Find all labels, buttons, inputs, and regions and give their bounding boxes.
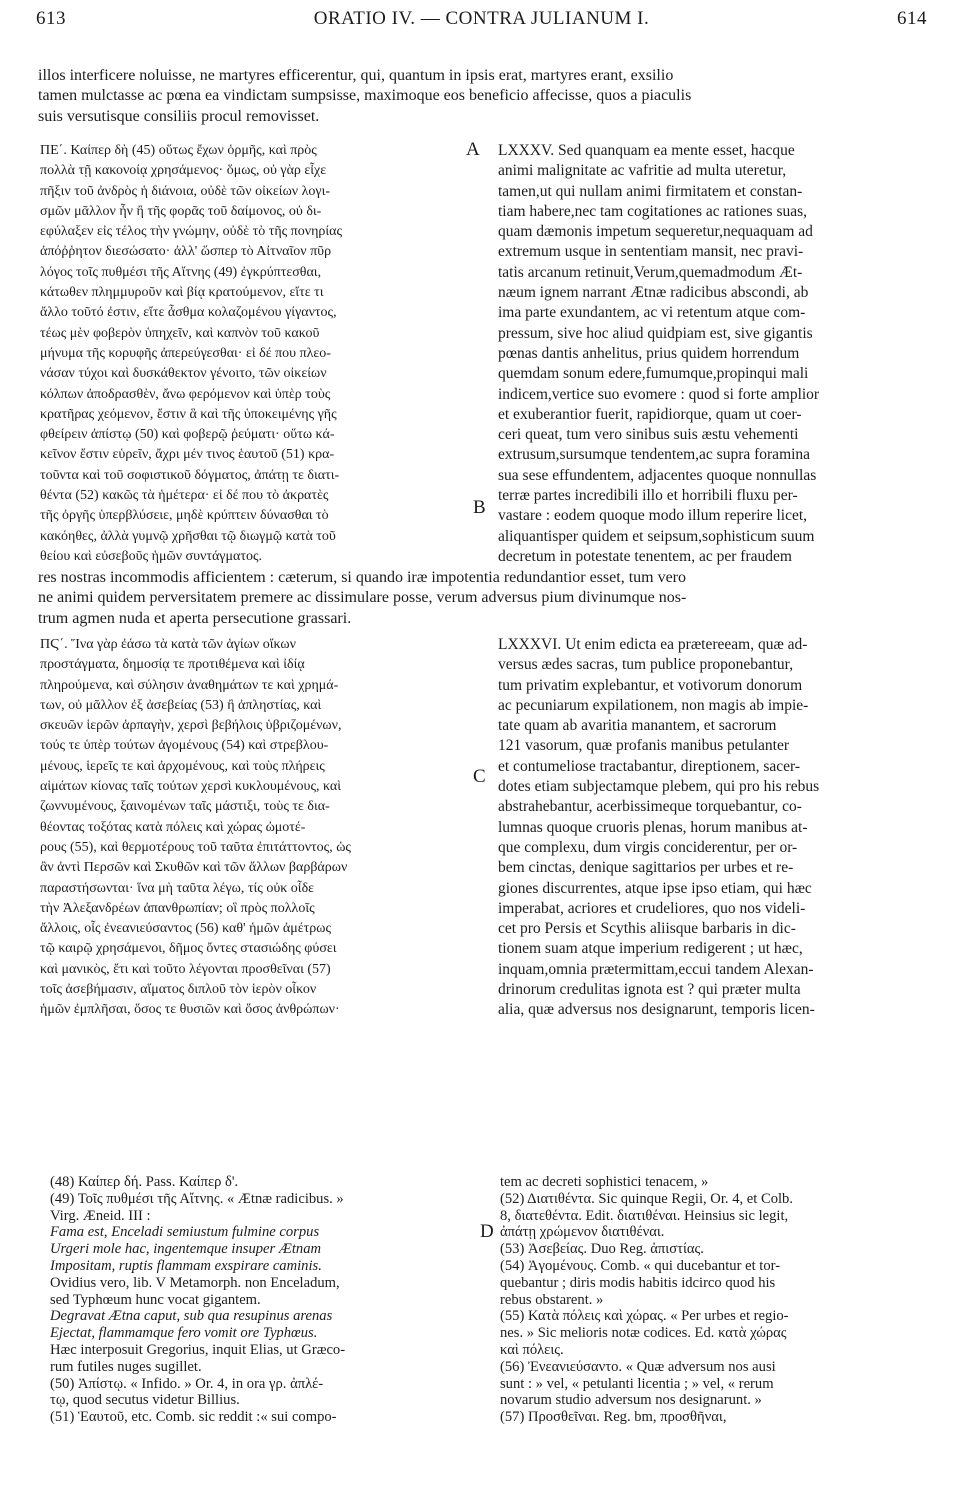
- latin-line: bem cinctas, denique sagittarios per urbes et re-: [498, 859, 794, 877]
- latin-line: dotes etiam subjectamque plebem, qui pro his rebus: [498, 778, 820, 796]
- latin-line: tum privatim explebantur, et votivorum donorum: [498, 676, 803, 694]
- footnotes-right: [500, 1174, 930, 1426]
- latin-line: sua sese effundentem, adjacentes quoque nonnullas: [498, 466, 817, 484]
- footnote-line: τῳ, quod secutus videtur Billius.: [50, 1392, 240, 1409]
- margin-marker-c: C: [473, 766, 486, 787]
- footnote-line: nes. » Sic melioris notæ codices. Ed. κατὰ χώρας: [500, 1325, 787, 1342]
- footnote-line: (50) Ἀπίστῳ. « Infido. » Or. 4, in ora γρ. ἀπλέ-: [50, 1375, 324, 1392]
- greek-line: τέως μὲν φοβερὸν ὑπηχεῖν, καὶ καπνὸν τοῦ κακοῦ: [40, 325, 320, 341]
- latin-line: decretum in potestate tenentem, ac per fraudem: [498, 547, 792, 565]
- greek-line: τοῦντα καὶ τοῦ σοφιστικοῦ δόγματος, ἀπάτῃ τε διατι-: [40, 467, 340, 483]
- latin-line: tatis arcanum retinuit,Verum,quemadmodum Æt-: [498, 263, 803, 281]
- latin-line: quam dæmonis impetum sequeretur,nequaquam ad: [498, 223, 813, 241]
- greek-line: πῆξιν τοῦ ἀνδρὸς ἡ διάνοια, οὐδὲ τῶν οἰκείων λογι-: [40, 183, 331, 199]
- greek-line: τοῖς ἀσεβήμασιν, αἵματος διπλοῦ τὸν ἱερὸν οἶκον: [40, 982, 317, 998]
- greek-line: σκευῶν ἱερῶν ἁρπαγὴν, χερσὶ βεβήλοις ὑβριζομένων,: [40, 718, 342, 734]
- greek-line: πληρούμενα, καὶ σύλησιν ἀναθημάτων τε καὶ χρημά-: [40, 677, 339, 693]
- latin-line: et contumeliose tractabantur, direptionem, sacer-: [498, 757, 801, 775]
- latin-line: næum ignem narrant Ætnæ radicibus abscondi, ab: [498, 284, 809, 302]
- latin-line: extrusum,sursumque tendentem,ac supra foramina: [498, 446, 811, 464]
- footnote-verse: Fama est, Enceladi semiustum fulmine corpus: [50, 1224, 320, 1241]
- page-number-left: 613: [36, 8, 66, 29]
- footnote-line: (56) Ἐνεανιεύσαντο. « Quæ adversum nos ausi: [500, 1358, 776, 1375]
- latin-line: ac pecuniarum expilationem, non magis ab impie-: [498, 696, 809, 714]
- footnote-line: 8, διατεθέντα. Edit. διατιθέναι. Heinsius sic legit,: [500, 1207, 789, 1224]
- footnote-line: Virg. Æneid. III :: [50, 1207, 151, 1224]
- latin-line: que complexu, dum virgis conciderentur, per or-: [498, 838, 798, 856]
- greek-line: ἄλλο τοῦτό ἐστιν, εἴτε ἆσθμα κολαζομένου γίγαντος,: [40, 305, 337, 321]
- footnote-line: (54) Ἀγομένους. Comb. « qui ducebantur et tor-: [500, 1257, 781, 1274]
- footnote-line: sed Typhœum hunc vocat gigantem.: [50, 1291, 261, 1308]
- latin-line: extremum usque in sententiam mansit, nec pravi-: [498, 243, 804, 261]
- latin-line: alia, quæ adversus nos designarunt, temporis licen-: [498, 1001, 815, 1019]
- footnote-verse: Degravat Ætna caput, sub qua resupinus arenas: [50, 1308, 333, 1325]
- latin-line: animi malignitate ac vafritie ad multa uteretur,: [498, 162, 787, 180]
- margin-marker-b: B: [473, 497, 486, 518]
- greek-line: θείου καὶ εὐσεβοῦς ἡμῶν συντάγματος.: [40, 548, 262, 564]
- greek-line: ἄλλοις, οἷς ἐνεανιεύσαντος (56) καθ' ἡμῶν ἀμέτρως: [40, 921, 332, 937]
- greek-line: των, οὐ μᾶλλον ἐξ ἀσεβείας (53) ἢ ἀπληστίας, καὶ: [40, 697, 322, 713]
- latin-line: ima parte exundantem, ac vi retentum atque com-: [498, 304, 806, 322]
- greek-line: ΠϚ΄. Ἵνα γὰρ ἐάσω τὰ κατὰ τῶν ἁγίων οἴκων: [40, 637, 296, 652]
- margin-marker-d: D: [480, 1221, 494, 1242]
- greek-line: κακόηθες, ἀλλὰ γυμνῷ χρῆσθαι τῷ διωγμῷ κατὰ τοῦ: [40, 528, 336, 544]
- greek-line: κρατῆρας χεόμενον, ἔστιν ἃ καὶ τῆς ὑποκειμένης γῆς: [40, 406, 337, 422]
- footnote-line: (53) Ἀσεβείας. Duo Reg. ἀπιστίας.: [500, 1241, 704, 1258]
- greek-line: ἀπόῤῥητον διεσώσατο· ἀλλ' ὥσπερ τὸ Αἰτναῖον πῦρ: [40, 244, 332, 260]
- greek-line: νάσαν τύχοι καὶ δυσκάθεκτον γένοιτο, τῶν οἰκείων: [40, 366, 327, 382]
- greek-line: φθείρειν ἀπίστῳ (50) καὶ φοβερῷ ῥεύματι· οὕτω κά-: [40, 427, 335, 443]
- greek-line: πολλὰ τῇ κακονοίᾳ χρησάμενος· ὅμως, οὐ γὰρ εἶχε: [40, 163, 327, 179]
- latin-line: versus ædes sacras, tum publice proponebantur,: [498, 656, 794, 674]
- footnote-line: (48) Καίπερ δή. Pass. Καίπερ δ'.: [50, 1174, 239, 1190]
- latin-line: 121 vasorum, quæ profanis manibus petulanter: [498, 737, 790, 755]
- greek-line: ρους (55), καὶ θερμοτέρους τοῦ ταῦτα ἐπιτάττοντος, ὡς: [40, 839, 351, 855]
- middle-line: trum agmen nuda et aperta persecutione grassari.: [38, 609, 352, 627]
- greek-line: τῆς ὀργῆς ὑπερβλύσειε, μηδὲ κρύπτειν δύνασθαι τὸ: [40, 508, 329, 524]
- footnote-line: (55) Κατὰ πόλεις καὶ χώρας. « Per urbes et regio-: [500, 1308, 789, 1325]
- latin-line: aliquantisper quidem et seipsum,sophisticum suum: [498, 527, 815, 545]
- latin-line: drinorum credulitas ignota est ? qui præter multa: [498, 981, 801, 999]
- latin-line: indicem,vertice suo evomere : quod si forte amplior: [498, 385, 820, 403]
- margin-marker-a: A: [466, 139, 480, 160]
- greek-line: λόγος τοῖς πυθμέσι τῆς Αἴτνης (49) ἐγκρύπτεσθαι,: [40, 264, 322, 280]
- latin-line: giones discurrentes, atque ipse ipso etiam, qui hæc: [498, 879, 812, 897]
- latin-line: quemdam sonum edere,fumumque,propinqui mali: [498, 365, 809, 383]
- greek-line: καὶ μανικὸς, ἔτι καὶ τοῦτο λέγονται προσθεῖναι (57): [40, 961, 331, 977]
- greek-line: σμῶν μᾶλλον ἦν ἢ τῆς φορᾶς τοῦ δαίμονος, οὐ δι-: [40, 203, 322, 219]
- latin-line: inquam,omnia prætermittam,eccui tandem Alexan-: [498, 960, 814, 978]
- greek-line: αἱμάτων κίονας ταῖς τούτων χερσὶ κυκλουμένους, καὶ: [40, 779, 342, 795]
- latin-column-section-1: [498, 141, 926, 567]
- greek-column-section-1: [40, 141, 480, 567]
- greek-line: μένους, ἱερεῖς τε καὶ ἀρχομένους, καὶ τοὺς πλήρεις: [40, 758, 325, 774]
- latin-line: lumnas quoque cruoris plenas, horum manibus at-: [498, 818, 808, 836]
- latin-line: vastare : eodem quoque modo illum reperire licet,: [498, 507, 808, 525]
- intro-paragraph: [38, 66, 926, 127]
- latin-line: et exuberantior fuerit, rapidiorque, quam ut coer-: [498, 405, 802, 423]
- footnote-line: Ovidius vero, lib. V Metamorph. non Enceladum,: [50, 1274, 340, 1291]
- footnote-line: novarum studio adversum nos designarunt. »: [500, 1392, 762, 1409]
- latin-line: LXXXVI. Ut enim edicta ea prætereeam, quæ ad-: [498, 636, 808, 653]
- latin-line: terræ partes incredibili illo et horribili fluxu per-: [498, 487, 798, 505]
- greek-line: ΠΕ΄. Καίπερ δὴ (45) οὕτως ἔχων ὁρμῆς, καὶ πρὸς: [40, 143, 317, 158]
- greek-line: κεῖνον ἔστιν εὑρεῖν, ἄχρι μέν τινος ἑαυτοῦ (51) κρα-: [40, 447, 335, 463]
- footnote-verse: Ejectat, flammamque fero vomit ore Typhœus.: [50, 1325, 318, 1342]
- footnote-line: (51) Ἑαυτοῦ, etc. Comb. sic reddit :« sui compo-: [50, 1409, 337, 1426]
- latin-line: tionem suam atque imperium redigerent ; ut hæc,: [498, 940, 803, 958]
- footnote-line: quebantur ; diris modis habitis idcirco quod his: [500, 1274, 776, 1291]
- latin-line: LXXXV. Sed quanquam ea mente esset, hacque: [498, 142, 795, 159]
- greek-line: ἂν ἀντὶ Περσῶν καὶ Σκυθῶν καὶ τῶν ἄλλων βαρβάρων: [40, 860, 348, 876]
- greek-line: θέντα (52) κακῶς τὰ ἡμέτερα· εἰ δέ που τὸ ἀκρατὲς: [40, 488, 329, 504]
- latin-line: tamen,ut qui nullam animi firmitatem et constan-: [498, 182, 803, 200]
- latin-line: cet pro Persis et Scythis aliisque barbaris in dic-: [498, 920, 796, 938]
- intro-line: tamen mulctasse ac pœna ea vindictam sumpsisse, maximoque eos beneficio affecisse, quos a piaculis: [38, 87, 692, 105]
- footnote-line: Hæc interposuit Gregorius, inquit Elias, ut Græco-: [50, 1341, 346, 1358]
- greek-line: τῷ καιρῷ χρησάμενοι, δῆμος ὄντες στασιώδης φύσει: [40, 941, 337, 957]
- footnote-line: ἀπάτῃ χρώμενον διατιθέναι.: [500, 1224, 665, 1241]
- latin-line: imperabat, acriores et crudeliores, quo nos videli-: [498, 899, 806, 917]
- running-header: [36, 8, 927, 34]
- greek-line: κάτωθεν πλημμυροῦν καὶ βίᾳ κρατούμενον, εἴτε τι: [40, 285, 324, 301]
- latin-line: pœnas dantis anhelitus, prius quidem horrendum: [498, 344, 800, 362]
- middle-line: res nostras incommodis afficientem : cæterum, si quando iræ impotentia redundantior esset, tum vero: [38, 569, 687, 586]
- intro-line: illos interficere noluisse, ne martyres efficerentur, qui, quantum in ipsis erat, martyres erant, exsilio: [38, 67, 674, 84]
- footnote-verse: Urgeri mole hac, ingentemque insuper Ætnam: [50, 1241, 322, 1258]
- latin-line: tiam habere,nec tam cogitationes ac rationes suas,: [498, 202, 808, 220]
- greek-line: ζωννυμένους, ξαινομένων ταῖς μάστιξι, τοὺς τε δια-: [40, 799, 330, 815]
- greek-line: εφύλαξεν εἰς τέλος τὴν γνώμην, οὐδὲ τὸ τῆς πονηρίας: [40, 224, 343, 240]
- footnote-line: rebus obstarent. »: [500, 1291, 604, 1308]
- greek-line: προστάγματα, δημοσίᾳ τε προτιθέμενα καὶ ἰδίᾳ: [40, 657, 305, 673]
- middle-paragraph: [38, 568, 926, 629]
- greek-line: κόλπων ἀποδρασθὲν, ἄνω φερόμενον καὶ ὑπὲρ τοὺς: [40, 386, 331, 402]
- running-title: ORATIO IV. — CONTRA JULIANUM I.: [313, 8, 650, 29]
- footnote-line: tem ac decreti sophistici tenacem, »: [500, 1174, 709, 1190]
- footnote-line: (57) Προσθεῖναι. Reg. bm, προσθῆναι,: [500, 1409, 727, 1426]
- greek-line: παραστήσωνται· ἵνα μὴ ταῦτα λέγω, τίς οὐκ οἶδε: [40, 880, 315, 896]
- latin-line: tate quam ab avaritia manantem, et sacrorum: [498, 717, 777, 735]
- greek-line: ἡμῶν ἐμπλῆσαι, ὅσος τε θυσιῶν καὶ ὅσος ἀνθρώπων·: [40, 1002, 340, 1018]
- middle-line: ne animi quidem perversitatem premere ac dissimulare posse, verum adversus pium divinumque nos-: [38, 589, 687, 607]
- footnote-line: (52) Διατιθέντα. Sic quinque Regii, Or. 4, et Colb.: [500, 1190, 794, 1207]
- greek-line: μήνυμα τῆς κορυφῆς ἀπερεύγεσθαι· εἰ δέ που πλεο-: [40, 345, 331, 361]
- latin-column-section-2: [498, 635, 926, 1021]
- latin-line: ceri queat, tum vero sinibus suis æstu vehementi: [498, 426, 799, 444]
- footnote-verse: Impositam, ruptis flammam exspirare caminis.: [50, 1257, 322, 1274]
- greek-line: τούς τε ὑπὲρ τούτων ἀγομένους (54) καὶ στρεβλου-: [40, 738, 329, 754]
- latin-line: pressum, sive hoc aliud quidpiam est, sive gigantis: [498, 324, 813, 342]
- footnote-line: rum futiles nuges sugillet.: [50, 1358, 202, 1375]
- page-number-right: 614: [897, 8, 927, 29]
- greek-column-section-2: [40, 635, 480, 1021]
- intro-line: suis versutisque consiliis procul removisset.: [38, 107, 320, 125]
- greek-line: θέοντας τοξότας κατὰ πόλεις καὶ χώρας ὠμοτέ-: [40, 819, 306, 835]
- footnote-line: (49) Τοῖς πυθμέσι τῆς Αἴτνης. « Ætnæ radicibus. »: [50, 1190, 344, 1207]
- greek-line: τὴν Ἀλεξανδρέων ἀπανθρωπίαν; οἳ πρὸς πολλοῖς: [40, 900, 315, 916]
- footnote-line: καὶ πόλεις.: [500, 1341, 564, 1358]
- footnote-line: sunt : » vel, « petulanti licentia ; » vel, « rerum: [500, 1375, 774, 1392]
- latin-line: abstrahebantur, acerbissimeque torquebantur, co-: [498, 798, 802, 816]
- footnotes-left: [50, 1174, 480, 1426]
